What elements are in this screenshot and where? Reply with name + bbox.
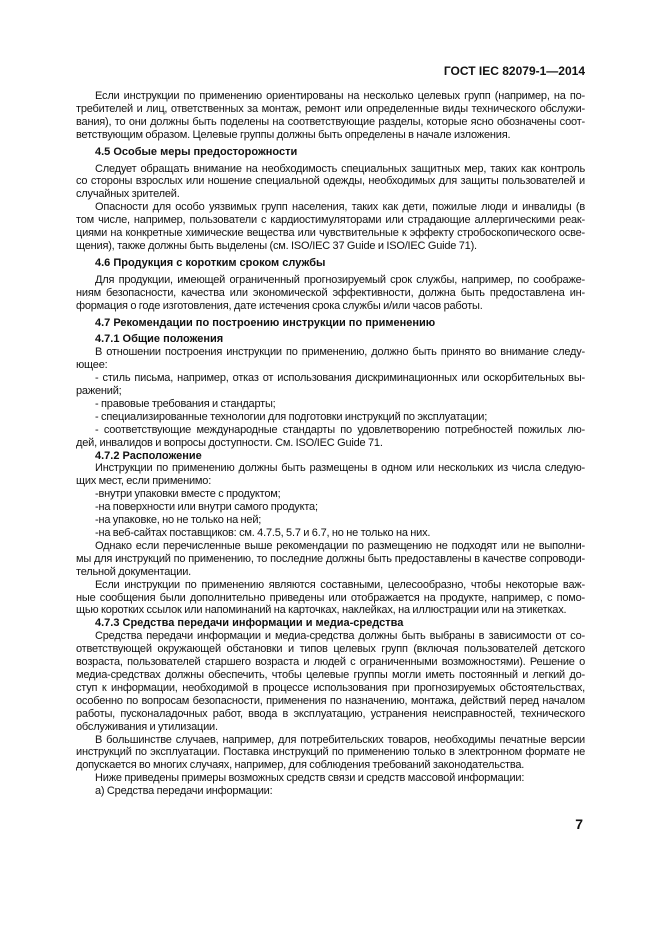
- text-line: - соответствующие международные стандарты по удовлетворению потребностей пожилых лю-: [95, 423, 585, 436]
- text-line: Если инструкции по применению являются составными, целесообразно, чтобы некоторые важ-: [95, 578, 585, 591]
- paragraph: [76, 90, 585, 142]
- paragraph: [76, 514, 585, 527]
- text-line: обслуживания и утилизации.: [76, 720, 218, 733]
- text-line: вания), то они должны быть поделены на соответствующие разделы, которые ясно обозначены соот-: [76, 115, 585, 128]
- text-line: инструкций по эксплуатации. Поставка инструкций по применению только в электронном формате не: [76, 746, 585, 759]
- text-line: медиа-средствах должны обеспечить, чтобы целевые группы могли иметь постоянный и легкий до-: [76, 668, 585, 681]
- text-line: щих мест, если применимо:: [76, 475, 212, 488]
- text-line: -на поверхности или внутри самого продукта;: [95, 501, 318, 514]
- paragraph: [76, 346, 585, 372]
- paragraph: [76, 462, 585, 488]
- text-line: требителей и лиц, ответственных за монтаж, ремонт или определенные виды технического обслужи-: [76, 102, 585, 115]
- text-line: щью коротких ссылок или напоминаний на карточках, наклейках, на иллюстрации или на этикетках.: [76, 604, 567, 617]
- paragraph: [76, 540, 585, 579]
- section-heading: 4.7.3 Средства передачи информации и медиа-средства: [95, 617, 404, 630]
- text-line: тельной документации.: [76, 565, 191, 578]
- text-line: щения), также должны быть выделены (см. ISO/IEC 37 Guide и ISO/IEC Guide 71).: [76, 239, 477, 252]
- text-line: Ниже приведены примеры возможных средств связи и средств массовой информации:: [95, 772, 525, 785]
- paragraph: [76, 630, 585, 733]
- text-line: - специализированные технологии для подготовки инструкций по эксплуатации;: [95, 410, 488, 423]
- text-line: -внутри упаковки вместе с продуктом;: [95, 488, 281, 501]
- paragraph: [76, 488, 585, 501]
- text-line: со стороны взрослых или ношение специальной одежды, необходимых для защиты пользователей и: [76, 175, 585, 188]
- paragraph: [76, 527, 585, 540]
- text-line: ступ к информации, необходимой в процессе использования при прогнозируемых обстоятельствах,: [76, 681, 585, 694]
- text-line: работы, пусконаладочных работ, ввода в эксплуатацию, устранения неисправностей, технического: [76, 707, 585, 720]
- paragraph: [76, 501, 585, 514]
- text-line: а) Средства передачи информации:: [95, 785, 273, 798]
- text-line: мы для инструкций по применению, то последние должны быть предоставлены в качестве сопроводи-: [76, 552, 585, 565]
- text-line: Инструкции по применению должны быть размещены в одном или нескольких из числа следую-: [95, 462, 585, 475]
- text-line: Для продукции, имеющей ограниченный прогнозируемый срок службы, например, по соображе-: [95, 273, 585, 286]
- paragraph: [76, 424, 585, 450]
- document-header-id: ГОСТ IEC 82079-1—2014: [443, 64, 585, 78]
- text-line: ответствующей окружающей обстановки и типов целевых групп (включая пользователей детского: [76, 643, 585, 656]
- text-line: особенно по вопросам безопасности, применения по назначению, монтажа, действий перед началом: [76, 694, 585, 707]
- text-line: Опасности для особо уязвимых групп населения, таких как дети, пожилые люди и инвалиды (в: [95, 201, 585, 214]
- paragraph: [76, 201, 585, 253]
- text-line: - стиль письма, например, отказ от использования дискриминационных или оскорбительных вы-: [95, 372, 585, 385]
- paragraph: [76, 372, 585, 398]
- paragraph: [76, 579, 585, 618]
- paragraph: [76, 398, 585, 411]
- text-line: ветствующим образом. Целевые группы должны быть определены в начале изложения.: [76, 128, 511, 141]
- text-line: -на веб-сайтах поставщиков: см. 4.7.5, 5.7 и 6.7, но не только на них.: [95, 527, 431, 539]
- paragraph: [76, 274, 585, 313]
- text-line: том числе, например, пользователи с кардиостимуляторами или страдающие аллергическими реак-: [76, 214, 585, 227]
- text-line: ражений;: [76, 385, 122, 398]
- paragraph: [76, 163, 585, 202]
- text-line: ниям безопасности, качества или экономической эффективности, должна быть предоставлена ин-: [76, 286, 585, 299]
- paragraph: [76, 411, 585, 424]
- text-line: В отношении построения инструкции по применению, должно быть принято во внимание следу-: [95, 346, 585, 359]
- text-line: Средства передачи информации и медиа-средства должны быть выбраны в зависимости от со-: [95, 630, 585, 643]
- paragraph: [76, 785, 585, 798]
- text-line: Следует обращать внимание на необходимость специальных защитных мер, таких как контроль: [95, 162, 585, 175]
- text-line: допускается во многих случаях, например, для соблюдения требований законодательства.: [76, 759, 525, 772]
- text-line: Если инструкции по применению ориентированы на несколько целевых групп (например, на по-: [95, 90, 585, 102]
- section-heading: 4.6 Продукция с коротким сроком службы: [95, 256, 326, 269]
- section-heading: 4.5 Особые меры предосторожности: [95, 145, 298, 158]
- text-line: ющее:: [76, 359, 108, 372]
- section-heading: 4.7.2 Расположение: [95, 449, 202, 462]
- text-line: ные сообщения были дополнительно приведены или отображается на продукте, например, с помо-: [76, 591, 585, 604]
- text-line: Однако если перечисленные выше рекомендации по размещению не подходят или не выполни-: [95, 539, 585, 552]
- text-line: случайных зрителей.: [76, 188, 180, 201]
- section-heading: 4.7.1 Общие положения: [95, 333, 224, 346]
- text-line: - правовые требования и стандарты;: [95, 397, 276, 410]
- text-line: дей, инвалидов и вопросы доступности. См. ISO/IEC Guide 71.: [76, 436, 383, 449]
- paragraph: [76, 772, 585, 785]
- document-body: [76, 90, 585, 798]
- text-line: формация о годе изготовления, дате истечения срока службы и/или часов работы.: [76, 299, 483, 312]
- page-number: 7: [575, 816, 583, 832]
- text-line: возраста, пользователей старшего возраста и людей с ограниченными возможностями). Решение о: [76, 656, 585, 669]
- text-line: В большинстве случаев, например, для потребительских товаров, необходимы печатные версии: [95, 733, 585, 746]
- text-line: циями на конкретные химические вещества или чувствительные к эффекту стробоскопического осве-: [76, 227, 585, 240]
- paragraph: [76, 734, 585, 773]
- section-heading: 4.7 Рекомендации по построению инструкции по применению: [95, 316, 436, 329]
- text-line: -на упаковке, но не только на ней;: [95, 514, 262, 527]
